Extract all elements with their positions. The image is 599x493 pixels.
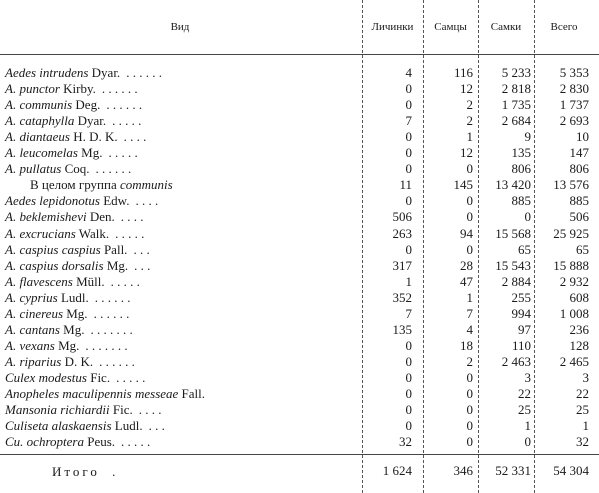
- species-latin: A. excrucians: [5, 226, 76, 241]
- cell-total: 147: [569, 145, 589, 160]
- species-latin: A. communis: [5, 97, 73, 112]
- cell-total: 2 465: [559, 354, 589, 369]
- species-latin: Cu. ochroptera: [5, 434, 84, 449]
- leader-dots: . . . . . . .: [85, 338, 128, 353]
- cell-males: 7: [466, 306, 473, 321]
- species-name: [30, 178, 173, 192]
- cell-females: 65: [518, 242, 531, 257]
- cell-females: 806: [511, 161, 531, 176]
- cell-total: 1: [582, 418, 589, 433]
- species-name: [5, 259, 150, 273]
- species-author: Fall.: [181, 386, 206, 401]
- species-latin: A. beklemishevi: [5, 209, 87, 224]
- cell-larvae: 0: [405, 418, 412, 433]
- header-bottom-rule: [0, 54, 599, 55]
- species-name: [5, 146, 138, 160]
- cell-larvae: 0: [405, 193, 412, 208]
- species-author: Den.: [89, 209, 115, 224]
- group-prefix: В целом группа: [30, 177, 117, 192]
- cell-males: 145: [453, 177, 473, 192]
- cell-males: 2: [466, 97, 473, 112]
- cell-total: 608: [569, 290, 589, 305]
- cell-larvae: 0: [405, 81, 412, 96]
- cell-larvae: 352: [392, 290, 412, 305]
- species-latin: A. leucomelas: [5, 145, 78, 160]
- cell-females: 1: [524, 418, 531, 433]
- cell-females: 15 543: [495, 258, 531, 273]
- cell-total: 2 693: [559, 113, 589, 128]
- cell-total: 5 353: [559, 65, 589, 80]
- species-author: D. K.: [64, 354, 94, 369]
- species-name: [5, 355, 135, 369]
- cell-males: 12: [460, 145, 473, 160]
- species-name: [5, 403, 161, 417]
- cell-females: 885: [511, 193, 531, 208]
- species-name: [5, 291, 131, 305]
- cell-larvae: 0: [405, 338, 412, 353]
- cell-females: 0: [524, 209, 531, 224]
- cell-females: 994: [511, 306, 531, 321]
- species-name: [5, 435, 150, 449]
- species-author: Walk.: [78, 226, 110, 241]
- leader-dots: . . . .: [135, 193, 159, 208]
- species-latin: Aedes intrudens: [5, 65, 89, 80]
- species-name: [5, 162, 131, 176]
- cell-total: 10: [576, 129, 589, 144]
- species-author: Ludl.: [60, 290, 89, 305]
- cell-total: 32: [576, 434, 589, 449]
- cell-larvae: 7: [405, 113, 412, 128]
- cell-males: 4: [466, 322, 473, 337]
- species-latin: A. flavescens: [5, 274, 73, 289]
- cell-males: 1: [466, 290, 473, 305]
- leader-dots: . . . . .: [121, 434, 151, 449]
- species-name: [5, 130, 146, 144]
- species-name: [5, 243, 150, 257]
- species-latin: A. punctor: [5, 81, 60, 96]
- cell-total: 506: [569, 209, 589, 224]
- cell-males: 0: [466, 386, 473, 401]
- cell-larvae: 135: [392, 322, 412, 337]
- cell-larvae: 0: [405, 129, 412, 144]
- cell-males: 0: [466, 242, 473, 257]
- cell-total: 22: [576, 386, 589, 401]
- cell-females: 97: [518, 322, 531, 337]
- species-author: Kirby.: [63, 81, 96, 96]
- cell-larvae: 263: [392, 226, 412, 241]
- leader-dots: . . . . . .: [95, 161, 132, 176]
- total-label-text: Итого: [52, 464, 100, 479]
- species-author: Peus.: [87, 434, 116, 449]
- species-name: [5, 210, 144, 224]
- species-author: Dyar.: [91, 65, 121, 80]
- cell-larvae: 0: [405, 370, 412, 385]
- species-latin: A. caspius caspius: [5, 242, 101, 257]
- cell-males: 12: [460, 81, 473, 96]
- species-latin: Aedes lepidonotus: [5, 193, 100, 208]
- species-name: [5, 387, 205, 401]
- species-latin: A. pullatus: [5, 161, 62, 176]
- cell-females: 2 684: [501, 113, 531, 128]
- cell-males: 0: [466, 209, 473, 224]
- species-author: Pall.: [103, 242, 128, 257]
- leader-dots: . . . . .: [108, 145, 138, 160]
- cell-total: 128: [569, 338, 589, 353]
- cell-females: 13 420: [495, 177, 531, 192]
- cell-females: 110: [511, 338, 531, 353]
- species-author: Mg.: [63, 322, 85, 337]
- cell-males: 0: [466, 402, 473, 417]
- species-latin: A. diantaeus: [5, 129, 70, 144]
- leader-dots: . . . . .: [116, 370, 146, 385]
- cell-females: 2 818: [501, 81, 531, 96]
- cell-females: 135: [511, 145, 531, 160]
- header-females: Самки: [490, 21, 522, 33]
- cell-males: 2: [466, 354, 473, 369]
- leader-dots: . . .: [148, 418, 165, 433]
- cell-total: 25: [576, 402, 589, 417]
- cell-females: 5 233: [501, 65, 531, 80]
- cell-total: 13 576: [553, 177, 589, 192]
- species-name: [5, 66, 162, 80]
- cell-larvae: 0: [405, 145, 412, 160]
- cell-males: 94: [460, 226, 473, 241]
- cell-females: 0: [524, 434, 531, 449]
- cell-females: 255: [511, 290, 531, 305]
- species-author: H. D. K.: [73, 129, 118, 144]
- species-author: Mg.: [58, 338, 80, 353]
- header-larvae: Личинки: [371, 21, 414, 33]
- leader-dots: . . . . .: [110, 274, 140, 289]
- species-author: Müll.: [76, 274, 105, 289]
- cell-males: 1: [466, 129, 473, 144]
- leader-dots: . . . . . .: [94, 290, 131, 305]
- species-latin: Anopheles maculipennis messeae: [5, 386, 179, 401]
- cell-males: 0: [466, 370, 473, 385]
- species-latin: Culex modestus: [5, 370, 87, 385]
- species-latin: A. riparius: [5, 354, 62, 369]
- leader-dots: . . .: [133, 242, 150, 257]
- species-name: [5, 419, 165, 433]
- species-name: [5, 371, 145, 385]
- species-author: Fic.: [90, 370, 111, 385]
- cell-larvae: 0: [405, 242, 412, 257]
- cell-males: 0: [466, 161, 473, 176]
- leader-dots: . . . .: [138, 402, 162, 417]
- species-name: [5, 227, 144, 241]
- cell-total: 2 830: [559, 81, 589, 96]
- cell-total: 15 888: [553, 258, 589, 273]
- species-author: Ludl.: [114, 418, 143, 433]
- leader-dots: . . . . . .: [101, 81, 138, 96]
- leader-dots: . . . . . . .: [90, 322, 133, 337]
- cell-total: 2 932: [559, 274, 589, 289]
- species-latin: A. cinereus: [5, 306, 63, 321]
- leader-dots: . . . . . .: [99, 354, 135, 369]
- species-name: [5, 194, 158, 208]
- cell-larvae: 0: [405, 97, 412, 112]
- cell-total: 1 737: [559, 97, 589, 112]
- cell-males: 2: [466, 113, 473, 128]
- header-species: Вид: [170, 21, 190, 33]
- cell-males: 47: [460, 274, 473, 289]
- species-name: [5, 275, 140, 289]
- cell-larvae: 7: [405, 306, 412, 321]
- cell-total: 25 925: [553, 226, 589, 241]
- cell-females: 25: [518, 402, 531, 417]
- leader-dots: . . . .: [120, 209, 144, 224]
- species-name: [5, 339, 128, 353]
- cell-females: 1 735: [501, 97, 531, 112]
- cell-larvae: 0: [405, 386, 412, 401]
- species-name: [5, 114, 141, 128]
- species-name: [5, 323, 133, 337]
- cell-females: 9: [524, 129, 531, 144]
- species-latin: communis: [119, 177, 173, 192]
- cell-total: 806: [569, 161, 589, 176]
- leader-dots: . . . .: [123, 129, 147, 144]
- species-author: Deg.: [75, 97, 101, 112]
- total-larvae: 1 624: [382, 463, 412, 478]
- cell-males: 0: [466, 418, 473, 433]
- cell-males: 28: [460, 258, 473, 273]
- species-author: Fic.: [112, 402, 133, 417]
- species-author: Mg.: [66, 306, 88, 321]
- cell-larvae: 506: [392, 209, 412, 224]
- species-author: Mg.: [106, 258, 129, 273]
- species-author: Mg.: [81, 145, 103, 160]
- species-author: Coq.: [64, 161, 90, 176]
- leader-dots: . . . . . .: [126, 65, 162, 80]
- cell-larvae: 4: [405, 65, 412, 80]
- cell-larvae: 11: [399, 177, 412, 192]
- cell-males: 18: [460, 338, 473, 353]
- total-males: 346: [453, 463, 473, 478]
- cell-total: 885: [569, 193, 589, 208]
- species-name: [5, 307, 129, 321]
- leader-dots: . . . . .: [115, 226, 145, 241]
- species-name: [5, 82, 138, 96]
- leader-dots: . . . . . .: [106, 97, 143, 112]
- species-latin: A. vexans: [5, 338, 55, 353]
- species-latin: Mansonia richiardii: [5, 402, 110, 417]
- total-label: [52, 464, 118, 480]
- cell-total: 3: [582, 370, 589, 385]
- header-total: Всего: [550, 21, 578, 33]
- total-total: 54 304: [553, 463, 589, 478]
- cell-total: 65: [576, 242, 589, 257]
- leader-dots: . . . . .: [112, 113, 142, 128]
- total-dots: .: [112, 464, 119, 479]
- cell-larvae: 32: [399, 434, 412, 449]
- cell-females: 2 884: [501, 274, 531, 289]
- cell-larvae: 0: [405, 161, 412, 176]
- cell-females: 15 568: [495, 226, 531, 241]
- cell-males: 0: [466, 193, 473, 208]
- species-latin: Culiseta alaskaensis: [5, 418, 112, 433]
- species-latin: A. caspius dorsalis: [5, 258, 104, 273]
- species-latin: A. cataphylla: [5, 113, 75, 128]
- cell-larvae: 317: [392, 258, 412, 273]
- species-latin: A. cyprius: [5, 290, 58, 305]
- total-females: 52 331: [495, 463, 531, 478]
- species-latin: A. cantans: [5, 322, 60, 337]
- cell-total: 1 008: [559, 306, 589, 321]
- species-author: Edw.: [103, 193, 130, 208]
- cell-males: 0: [466, 434, 473, 449]
- cell-larvae: 0: [405, 354, 412, 369]
- cell-females: 3: [524, 370, 531, 385]
- leader-dots: . . .: [134, 258, 151, 273]
- cell-females: 22: [518, 386, 531, 401]
- cell-total: 236: [569, 322, 589, 337]
- cell-males: 116: [453, 65, 473, 80]
- cell-females: 2 463: [501, 354, 531, 369]
- header-males: Самцы: [434, 21, 467, 33]
- total-top-rule: [0, 454, 599, 455]
- species-name: [5, 98, 142, 112]
- leader-dots: . . . . . .: [93, 306, 130, 321]
- cell-larvae: 0: [405, 402, 412, 417]
- species-author: Dyar.: [77, 113, 107, 128]
- cell-larvae: 1: [405, 274, 412, 289]
